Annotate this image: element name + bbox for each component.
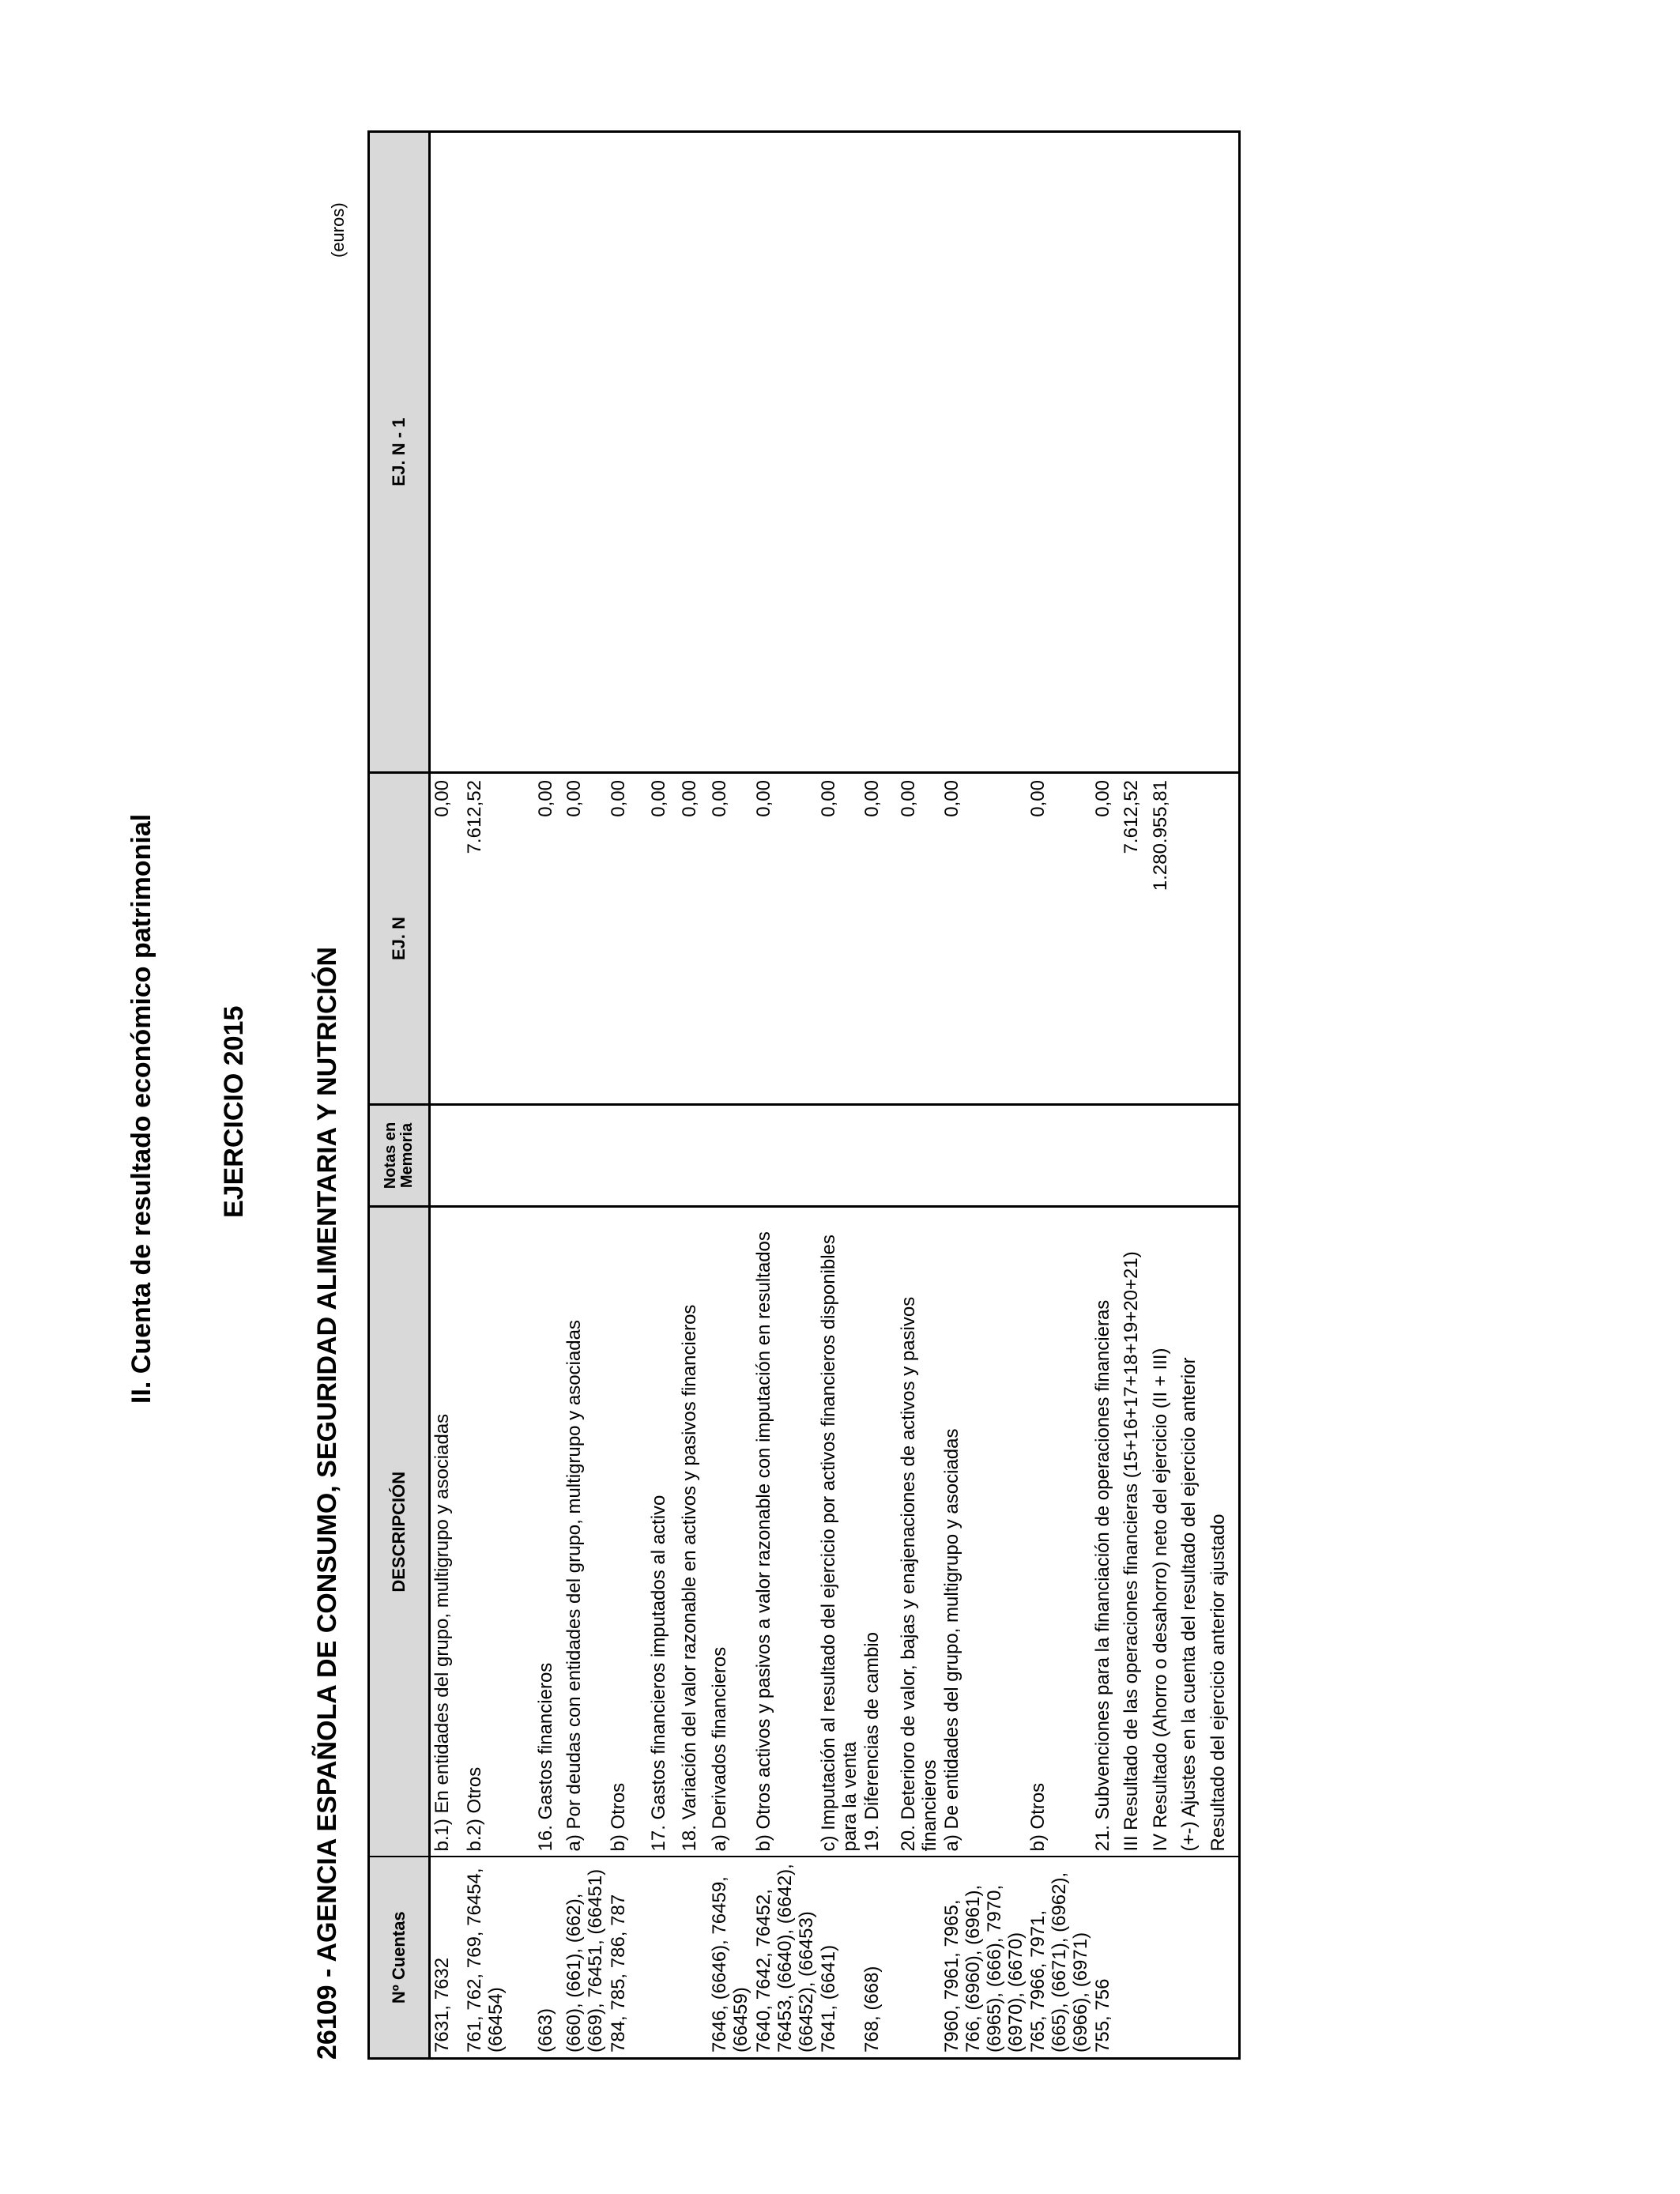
cell-ej-n1 [708,132,752,773]
cell-notas [708,1105,752,1207]
cell-notas [507,1105,534,1207]
cell-ej-n: 0,00 [1026,773,1091,1105]
cell-cuentas: 7631, 7632 [430,1857,463,2059]
cell-ej-n: 0,00 [817,773,861,1105]
cell-notas [463,1105,507,1207]
cell-descripcion: a) De entidades del grupo, multigrupo y asociadas [940,1207,1026,1857]
column-header-cuentas: Nº Cuentas [369,1857,430,2059]
cell-notas [563,1105,607,1207]
cell-ej-n1 [430,132,463,773]
table-row [817,132,861,2059]
cell-ej-n1 [817,132,861,773]
table-body [430,132,1240,2059]
cell-descripcion: b.1) En entidades del grupo, multigrupo y asociadas [430,1207,463,1857]
cell-ej-n [507,773,534,1105]
cell-notas [647,1105,678,1207]
table-row [752,132,817,2059]
cell-cuentas [647,1857,678,2059]
cell-notas [1091,1105,1120,1207]
cell-ej-n1 [940,132,1026,773]
cell-descripcion: (+-) Ajustes en la cuenta del resultado del ejercicio anterior [1177,1207,1207,1857]
cell-cuentas: 761, 762, 769, 76454, (66454) [463,1857,507,2059]
cell-ej-n1 [534,132,563,773]
cell-ej-n: 7.612,52 [463,773,507,1105]
cell-cuentas: 7646, (6646), 76459, (66459) [708,1857,752,2059]
cell-descripcion: 18. Variación del valor razonable en activos y pasivos financieros [678,1207,708,1857]
cell-descripcion: 19. Diferencias de cambio [861,1207,897,1857]
cell-cuentas [678,1857,708,2059]
cell-notas [430,1105,463,1207]
cell-ej-n: 0,00 [534,773,563,1105]
cell-cuentas [1149,1857,1177,2059]
cell-cuentas: 7960, 7961, 7965, 766, (6960), (6961), (6965), (666), 7970, (6970), (6670) [940,1857,1026,2059]
cell-notas [1207,1105,1240,1207]
cell-cuentas: 7640, 7642, 76452, 76453, (6640), (6642), (66452), (66453) [752,1857,817,2059]
table-row [1026,132,1091,2059]
cell-descripcion: Resultado del ejercicio anterior ajustado [1207,1207,1240,1857]
currency-units: (euros) [328,202,348,258]
cell-ej-n: 0,00 [940,773,1026,1105]
table-header-row [369,132,430,2059]
cell-cuentas: 768, (668) [861,1857,897,2059]
column-header-notas: Notas en Memoria [369,1105,430,1207]
table-row [940,132,1026,2059]
table-row [678,132,708,2059]
exercise-heading: EJERCICIO 2015 [219,1005,249,1218]
cell-descripcion: c) Imputación al resultado del ejercicio por activos financieros disponibles para la venta [817,1207,861,1857]
table-row [1120,132,1149,2059]
cell-ej-n: 0,00 [897,773,940,1105]
report-title: II. Cuenta de resultado económico patrimonial [126,813,156,1404]
table-row [861,132,897,2059]
table-row [534,132,563,2059]
cell-ej-n1 [607,132,647,773]
table-row [897,132,940,2059]
cell-descripcion: 16. Gastos financieros [534,1207,563,1857]
cell-ej-n1 [861,132,897,773]
cell-ej-n: 0,00 [752,773,817,1105]
cell-ej-n [1207,773,1240,1105]
cell-descripcion: b) Otros activos y pasivos a valor razonable con imputación en resultados [752,1207,817,1857]
result-account-table [367,130,1241,2060]
cell-ej-n: 7.612,52 [1120,773,1149,1105]
cell-ej-n1 [563,132,607,773]
cell-descripcion: b) Otros [607,1207,647,1857]
cell-cuentas: 765, 7966, 7971, (665), (6671), (6962), (6966), (6971) [1026,1857,1091,2059]
table-row [563,132,607,2059]
cell-notas [897,1105,940,1207]
cell-descripcion: III Resultado de las operaciones financieras (15+16+17+18+19+20+21) [1120,1207,1149,1857]
cell-ej-n1 [1026,132,1091,773]
cell-ej-n1 [507,132,534,773]
cell-ej-n1 [1149,132,1177,773]
cell-ej-n: 0,00 [430,773,463,1105]
cell-notas [678,1105,708,1207]
cell-cuentas [1120,1857,1149,2059]
table-row [507,132,534,2059]
cell-ej-n: 0,00 [563,773,607,1105]
cell-ej-n1 [1177,132,1207,773]
cell-ej-n1 [678,132,708,773]
cell-notas [1026,1105,1091,1207]
table-row [1207,132,1240,2059]
column-header-ej-n1: EJ. N - 1 [369,132,430,773]
cell-ej-n1 [647,132,678,773]
cell-ej-n [1177,773,1207,1105]
table-row [607,132,647,2059]
column-header-descripcion: DESCRIPCIÓN [369,1207,430,1857]
cell-ej-n: 0,00 [861,773,897,1105]
cell-cuentas [1177,1857,1207,2059]
cell-ej-n1 [752,132,817,773]
cell-cuentas: (660), (661), (662), (669), 76451, (66451) [563,1857,607,2059]
cell-notas [607,1105,647,1207]
cell-ej-n1 [1091,132,1120,773]
table-row [1177,132,1207,2059]
cell-cuentas: 7641, (6641) [817,1857,861,2059]
cell-descripcion [507,1207,534,1857]
table-row [708,132,752,2059]
cell-descripcion: 20. Deterioro de valor, bajas y enajenaciones de activos y pasivos financieros [897,1207,940,1857]
column-header-ej-n: EJ. N [369,773,430,1105]
cell-notas [752,1105,817,1207]
cell-descripcion: 21. Subvenciones para la financiación de operaciones financieras [1091,1207,1120,1857]
cell-descripcion: 17. Gastos financieros imputados al activo [647,1207,678,1857]
cell-cuentas: 784, 785, 786, 787 [607,1857,647,2059]
cell-ej-n: 1.280.955,81 [1149,773,1177,1105]
cell-ej-n: 0,00 [708,773,752,1105]
cell-notas [861,1105,897,1207]
table-row [463,132,507,2059]
cell-notas [1149,1105,1177,1207]
cell-ej-n: 0,00 [647,773,678,1105]
cell-descripcion: a) Derivados financieros [708,1207,752,1857]
table-row [1149,132,1177,2059]
cell-descripcion: IV Resultado (Ahorro o desahorro) neto del ejercicio (II + III) [1149,1207,1177,1857]
cell-ej-n1 [897,132,940,773]
cell-cuentas [507,1857,534,2059]
cell-cuentas [1207,1857,1240,2059]
cell-ej-n: 0,00 [1091,773,1120,1105]
cell-notas [1120,1105,1149,1207]
cell-ej-n1 [1207,132,1240,773]
cell-ej-n1 [463,132,507,773]
table-row [1091,132,1120,2059]
cell-cuentas: 755, 756 [1091,1857,1120,2059]
cell-notas [534,1105,563,1207]
cell-descripcion: b) Otros [1026,1207,1091,1857]
cell-descripcion: b.2) Otros [463,1207,507,1857]
cell-notas [1177,1105,1207,1207]
cell-ej-n: 0,00 [678,773,708,1105]
cell-ej-n: 0,00 [607,773,647,1105]
cell-cuentas: (663) [534,1857,563,2059]
entity-heading: 26109 - AGENCIA ESPAÑOLA DE CONSUMO, SEGURIDAD ALIMENTARIA Y NUTRICIÓN [312,947,342,2060]
cell-cuentas [897,1857,940,2059]
cell-notas [817,1105,861,1207]
cell-ej-n1 [1120,132,1149,773]
table-row [430,132,463,2059]
cell-descripcion: a) Por deudas con entidades del grupo, multigrupo y asociadas [563,1207,607,1857]
cell-notas [940,1105,1026,1207]
table-row [647,132,678,2059]
